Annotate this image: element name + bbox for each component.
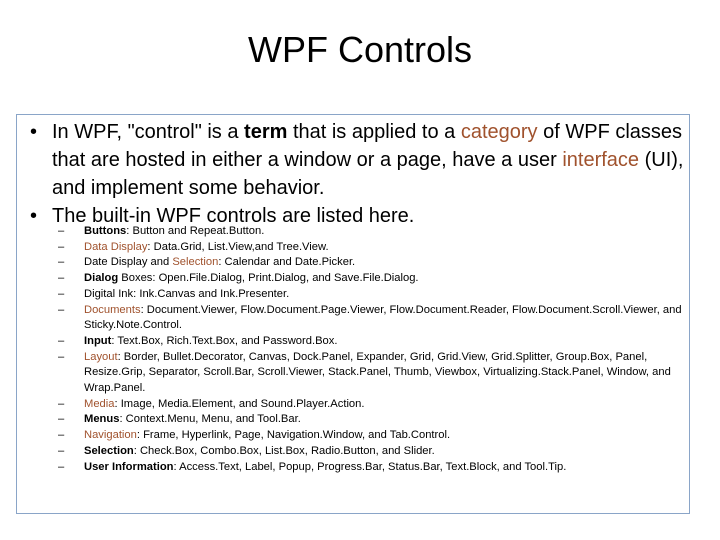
text-segment: In WPF, "control" is a [52, 121, 245, 143]
text-segment: : Border, Bullet.Decorator, Canvas, Dock.Panel, Expander, Grid, Grid.View, Grid.Splitter, Group.Box, Panel, Resize.Grip, Separator, Scroll.Bar, Scroll.Viewer, Stack.Panel, Thumb, Viewbox, Virtualizing.Stack.Panel, Window, and Wrap.Panel. [84, 350, 671, 395]
bullet-icon: • [30, 205, 38, 227]
bullet-list [28, 118, 688, 230]
bullet-item [28, 118, 688, 202]
text-segment: term [244, 121, 288, 143]
dash-icon: – [58, 225, 65, 237]
list-item [58, 460, 688, 476]
list-item [58, 397, 688, 413]
list-item [58, 271, 688, 287]
dash-icon: – [58, 303, 65, 316]
dash-icon: – [58, 429, 65, 442]
dash-icon: – [58, 460, 65, 473]
text-segment: : Frame, Hyperlink, Page, Navigation.Window, and Tab.Control. [136, 429, 451, 442]
dash-icon: – [58, 287, 65, 300]
dash-icon: – [58, 444, 65, 457]
text-segment: Media [84, 397, 115, 410]
text-segment: Menus [84, 413, 120, 426]
text-segment: Data Display [84, 240, 148, 253]
text-segment: : Access.Text, Label, Popup, Progress.Bar, Status.Bar, Text.Block, and Tool.Tip. [173, 460, 567, 473]
list-item [58, 287, 688, 303]
dash-icon: – [58, 256, 65, 269]
bullet-icon: • [30, 121, 38, 143]
text-segment: : Calendar and Date.Picker. [218, 256, 356, 269]
dash-icon: – [58, 334, 65, 347]
text-segment: Date Display and [84, 256, 173, 269]
text-segment: The built-in WPF controls are listed here. [52, 205, 415, 227]
page-title: WPF Controls [247, 29, 473, 70]
text-segment: : Document.Viewer, Flow.Document.Page.Viewer, Flow.Document.Reader, Flow.Document.Scroll.Viewer, and Sticky.Note.Control. [84, 303, 682, 332]
text-segment: Navigation [84, 429, 137, 442]
text-segment: Documents [84, 303, 141, 316]
list-item [58, 428, 688, 444]
text-segment: Input [84, 334, 112, 347]
text-segment: Buttons [84, 225, 127, 237]
text-segment: interface [562, 149, 640, 171]
text-segment: (UI), and implement some behavior. [52, 149, 684, 199]
dash-icon: – [58, 272, 65, 285]
controls-sub-list [58, 224, 688, 475]
list-item [58, 224, 688, 240]
text-segment: that is applied to a [287, 121, 461, 143]
text-segment: Boxes: Open.File.Dialog, Print.Dialog, and Save.File.Dialog. [118, 272, 419, 285]
text-segment: category [460, 121, 538, 143]
text-segment: of WPF classes that are hosted in either a window or a page, have a user [52, 121, 683, 171]
text-segment: : Image, Media.Element, and Sound.Player.Action. [114, 397, 365, 410]
text-segment: : Button and Repeat.Button. [126, 225, 265, 237]
list-item [58, 444, 688, 460]
text-segment: Layout [84, 350, 118, 363]
text-segment: : Context.Menu, Menu, and Tool.Bar. [119, 413, 301, 426]
text-segment: Dialog [84, 272, 119, 285]
dash-icon: – [58, 397, 65, 410]
list-item [58, 255, 688, 271]
text-segment: : Data.Grid, List.View,and Tree.View. [147, 240, 329, 253]
text-segment: : Text.Box, Rich.Text.Box, and Password.Box. [111, 334, 338, 347]
text-segment: Selection [172, 256, 219, 269]
dash-icon: – [58, 350, 65, 363]
list-item [58, 412, 688, 428]
text-segment: : Check.Box, Combo.Box, List.Box, Radio.Button, and Slider. [133, 444, 435, 457]
text-segment: User Information [84, 460, 174, 473]
text-segment: Selection [84, 444, 134, 457]
dash-icon: – [58, 413, 65, 426]
text-segment: Digital Ink: Ink.Canvas and Ink.Presenter. [84, 287, 290, 300]
dash-icon: – [58, 240, 65, 253]
list-item [58, 240, 688, 256]
list-item [58, 303, 688, 334]
list-item [58, 350, 688, 397]
list-item [58, 334, 688, 350]
